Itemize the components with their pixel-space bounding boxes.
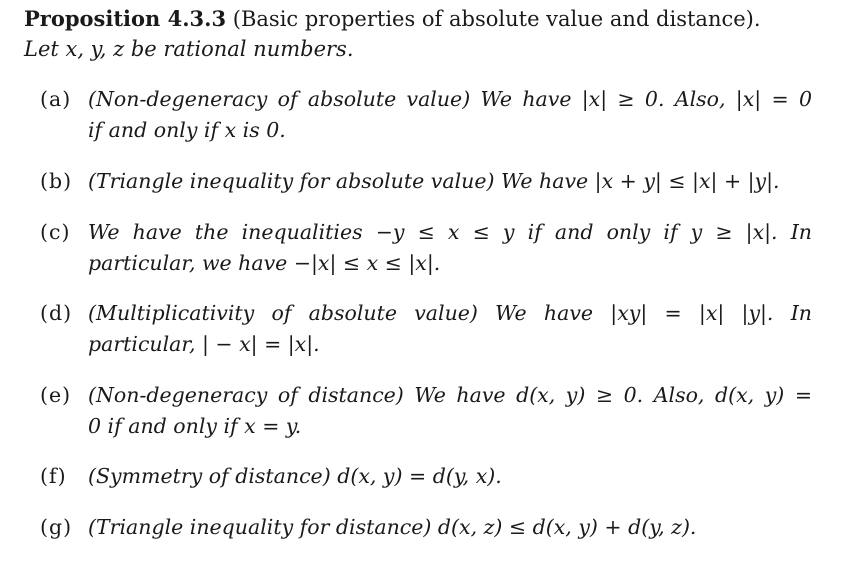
item-body [88,217,812,279]
item-tag: (d) [40,301,73,325]
proposition-label: Proposition 4.3.3 [24,6,227,31]
proposition-intro: Let x, y, z be rational numbers. [24,37,354,61]
item-line: (Non-degeneracy of distance) We have d(x, y) ≥ 0. Also, d(x, y) = [88,383,812,407]
item-line: particular, | − x| = |x|. [88,332,320,356]
item-line: (Non-degeneracy of absolute value) We have |x| ≥ 0. Also, |x| = 0 [88,87,812,111]
list-item-c [40,217,812,279]
item-tag: (f) [40,464,67,488]
list-item-g [40,512,812,543]
item-body [88,380,812,442]
list-item-b [40,166,812,197]
item-tag: (c) [40,220,71,244]
item-body [88,84,812,146]
item-tag: (b) [40,169,73,193]
item-line: We have the inequalities −y ≤ x ≤ y if and only if y ≥ |x|. In [88,220,812,244]
item-line: (Triangle inequality for absolute value) We have |x + y| ≤ |x| + |y|. [88,169,780,193]
item-line: 0 if and only if x = y. [88,414,302,438]
item-tag: (a) [40,87,72,111]
item-line: particular, we have −|x| ≤ x ≤ |x|. [88,251,441,275]
list-item-d [40,298,812,360]
proposition-heading [24,4,761,34]
item-line: (Triangle inequality for distance) d(x, z) ≤ d(x, y) + d(y, z). [88,515,697,539]
item-body [88,461,812,492]
item-tag: (e) [40,383,72,407]
item-body [88,166,812,197]
list-item-a [40,84,812,146]
item-line: (Symmetry of distance) d(x, y) = d(y, x). [88,464,502,488]
item-body [88,298,812,360]
proposition-title: (Basic properties of absolute value and distance). [232,7,761,31]
list-item-e [40,380,812,442]
list-item-f [40,461,812,492]
item-line: (Multiplicativity of absolute value) We have |xy| = |x| |y|. In [88,301,812,325]
item-line: if and only if x is 0. [88,118,286,142]
item-body [88,512,812,543]
item-tag: (g) [40,515,73,539]
